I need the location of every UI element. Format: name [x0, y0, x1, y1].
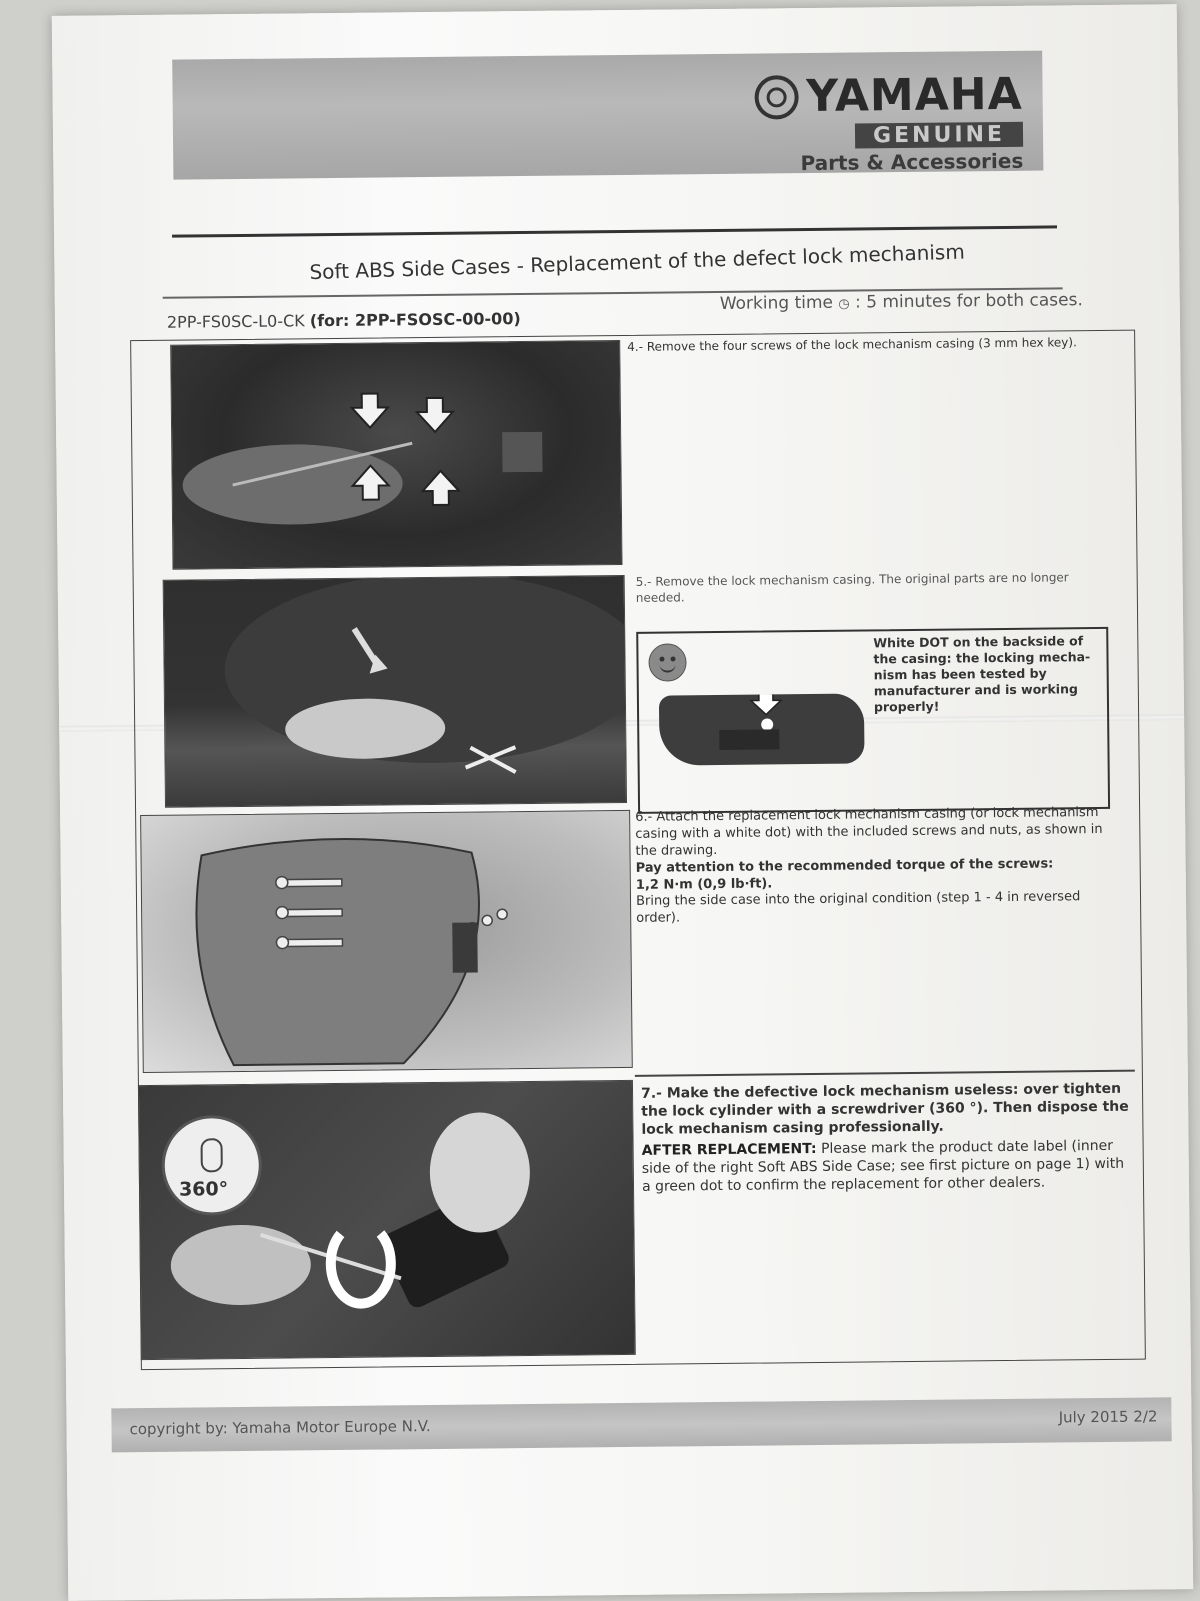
photo-remove-casing	[163, 575, 627, 808]
smiley-icon	[648, 643, 686, 681]
rotation-label: 360°	[178, 1178, 229, 1201]
white-dot-arrow-graphic	[659, 693, 865, 765]
remove-casing-graphic	[164, 576, 627, 808]
brand-name: YAMAHA	[805, 68, 1023, 123]
header-band	[172, 51, 1043, 180]
screw-arrows-graphic	[171, 341, 622, 570]
step-7-text: 7.- Make the defective lock mechanism useless: over tighten the lock cylinder with a screwdriver (360 °). Then dispose the lock mechanism casing professionally. AFTER REPLACEMENT: Please mark the product date label (inner side of the right Soft ABS Side Case; see first picture on page 1) with a green dot to confirm the replacement for other dealers.	[640, 1080, 1129, 1195]
instruction-sheet	[52, 4, 1194, 1601]
working-time: Working time ◷ : 5 minutes for both cases.	[719, 290, 1083, 314]
brand-logo	[754, 69, 1023, 176]
clock-icon: ◷	[838, 296, 850, 312]
lock-casing-graphic	[659, 693, 865, 765]
part-number: 2PP-FS0SC-L0-CK (for: 2PP-FSOSC-00-00)	[166, 309, 521, 332]
footer-band	[111, 1397, 1171, 1452]
lock-cylinder-icon	[161, 1115, 262, 1216]
photo-remove-screws	[170, 340, 622, 570]
step-5-text: 5.- Remove the lock mechanism casing. The original parts are no longer needed.	[635, 570, 1069, 605]
page-date: July 2015 2/2	[1058, 1407, 1158, 1427]
step-4-text: 4.- Remove the four screws of the lock mechanism casing (3 mm hex key).	[627, 335, 1077, 354]
document-title: Soft ABS Side Cases - Replacement of the defect lock mechanism	[309, 239, 966, 285]
genuine-label: GENUINE	[855, 122, 1023, 149]
note-text: White DOT on the backside of the casing: the locking mecha-nism has been tested by manufacturer and is working properly!	[873, 633, 1091, 715]
copyright-text: copyright by: Yamaha Motor Europe N.V.	[129, 1417, 431, 1439]
white-dot-note	[636, 627, 1110, 814]
step-6-text: 6.- Attach the replacement lock mechanism casing (or lock mechanism casing with a white dot) with the included screws and nuts, as shown in the drawing. Pay attention to the recommended torque of the screws: 1,2 N·m (0,9 lb·ft). Bring the side case into the original condition (step 1 - 4 in reversed order).	[635, 805, 1103, 927]
photo-overtighten-lock	[138, 1080, 636, 1360]
tuning-fork-icon	[754, 75, 798, 119]
title-rule-top	[172, 225, 1057, 237]
key-slot-icon	[200, 1138, 222, 1172]
brand-tagline: Parts & Accessories	[800, 148, 1024, 176]
drawing-attach-casing	[140, 810, 633, 1073]
screws-and-nuts-graphic	[141, 811, 633, 1073]
